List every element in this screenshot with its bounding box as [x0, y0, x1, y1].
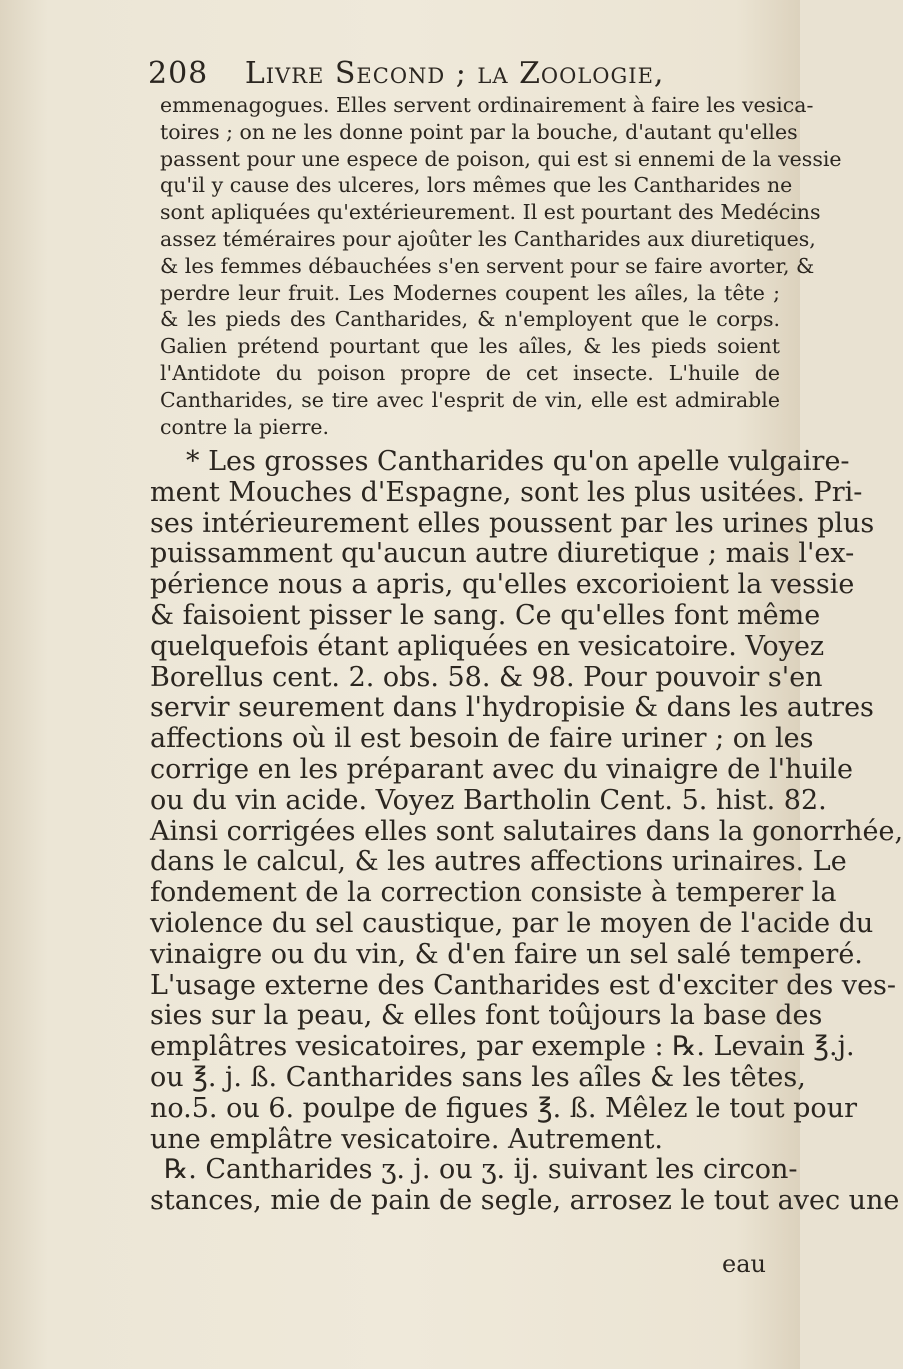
- text-line: dans le calcul, & les autres affections urinaires. Le: [150, 846, 847, 878]
- large-print-paragraph: [150, 446, 903, 1217]
- text-line: no.5. ou 6. poulpe de figues ℥. ß. Mêlez le tout pour: [150, 1092, 857, 1124]
- text-line: & les pieds des Cantharides, & n'employent que le corps.: [160, 307, 780, 332]
- text-line: perdre leur fruit. Les Modernes coupent les aîles, la tête ;: [160, 280, 780, 305]
- text-line: ou ℥. j. ß. Cantharides sans les aîles & les têtes,: [150, 1061, 806, 1093]
- text-line: * Les grosses Cantharides qu'on apelle vulgaire-: [186, 446, 850, 477]
- text-line: sies sur la peau, & elles font toûjours la base des: [150, 1000, 823, 1032]
- text-line: Galien prétend pourtant que les aîles, & les pieds soient: [160, 334, 780, 359]
- text-line: emmenagogues. Elles servent ordinairement à faire les vesica-: [160, 93, 814, 117]
- text-line: Cantharides, se tire avec l'esprit de vin, elle est admirable: [160, 387, 780, 412]
- catchword: eau: [722, 1250, 766, 1278]
- text-line: ℞. Cantharides ʒ. j. ou ʒ. ij. suivant les circon-: [164, 1154, 798, 1186]
- text-line: & faisoient pisser le sang. Ce qu'elles font même: [150, 599, 821, 631]
- text-line: ou du vin acide. Voyez Bartholin Cent. 5. hist. 82.: [150, 784, 827, 816]
- text-line: qu'il y cause des ulceres, lors mêmes que les Cantharides ne: [160, 173, 793, 198]
- text-line: assez téméraires pour ajoûter les Cantharides aux diuretiques,: [160, 226, 816, 251]
- text-line: ment Mouches d'Espagne, sont les plus usitées. Pri-: [150, 476, 863, 508]
- text-line: l'Antidote du poison propre de cet insecte. L'huile de: [160, 360, 780, 385]
- small-print-paragraph: [160, 92, 842, 440]
- text-line: stances, mie de pain de segle, arrosez le tout avec une: [150, 1185, 900, 1217]
- text-line: corrige en les préparant avec du vinaigre de l'huile: [150, 753, 854, 785]
- text-line: fondement de la correction consiste à temperer la: [150, 877, 837, 909]
- text-line: quelquefois étant apliquées en vesicatoire. Voyez: [150, 630, 825, 662]
- text-line: périence nous a apris, qu'elles excorioient la vessie: [150, 569, 855, 601]
- text-line: sont apliquées qu'extérieurement. Il est pourtant des Medécins: [160, 200, 821, 225]
- text-line: passent pour une espece de poison, qui est si ennemi de la vessie: [160, 146, 842, 171]
- text-line: contre la pierre.: [160, 414, 330, 439]
- page-number: 208: [148, 56, 209, 91]
- running-title: Livre Second ; la Zoologie,: [244, 56, 665, 91]
- text-line: vinaigre ou du vin, & d'en faire un sel salé temperé.: [150, 938, 863, 970]
- text-line: puissamment qu'aucun autre diuretique ; mais l'ex-: [150, 538, 855, 570]
- text-line: toires ; on ne les donne point par la bouche, d'autant qu'elles: [160, 119, 798, 144]
- text-line: Borellus cent. 2. obs. 58. & 98. Pour pouvoir s'en: [150, 661, 823, 693]
- text-line: & les femmes débauchées s'en servent pour se faire avorter, &: [160, 253, 815, 278]
- text-line: violence du sel caustique, par le moyen de l'acide du: [150, 907, 874, 939]
- text-line: Ainsi corrigées elles sont salutaires dans la gonorrhée,: [150, 815, 903, 847]
- text-line: affections où il est besoin de faire uriner ; on les: [150, 723, 814, 755]
- text-line: emplâtres vesicatoires, par exemple : ℞. Levain ℥.j.: [150, 1031, 855, 1063]
- running-header: [148, 56, 748, 96]
- text-line: une emplâtre vesicatoire. Autrement.: [150, 1123, 664, 1155]
- text-line: ses intérieurement elles poussent par les urines plus: [150, 507, 875, 539]
- text-line: L'usage externe des Cantharides est d'exciter des ves-: [150, 969, 897, 1001]
- text-line: servir seurement dans l'hydropisie & dans les autres: [150, 692, 874, 724]
